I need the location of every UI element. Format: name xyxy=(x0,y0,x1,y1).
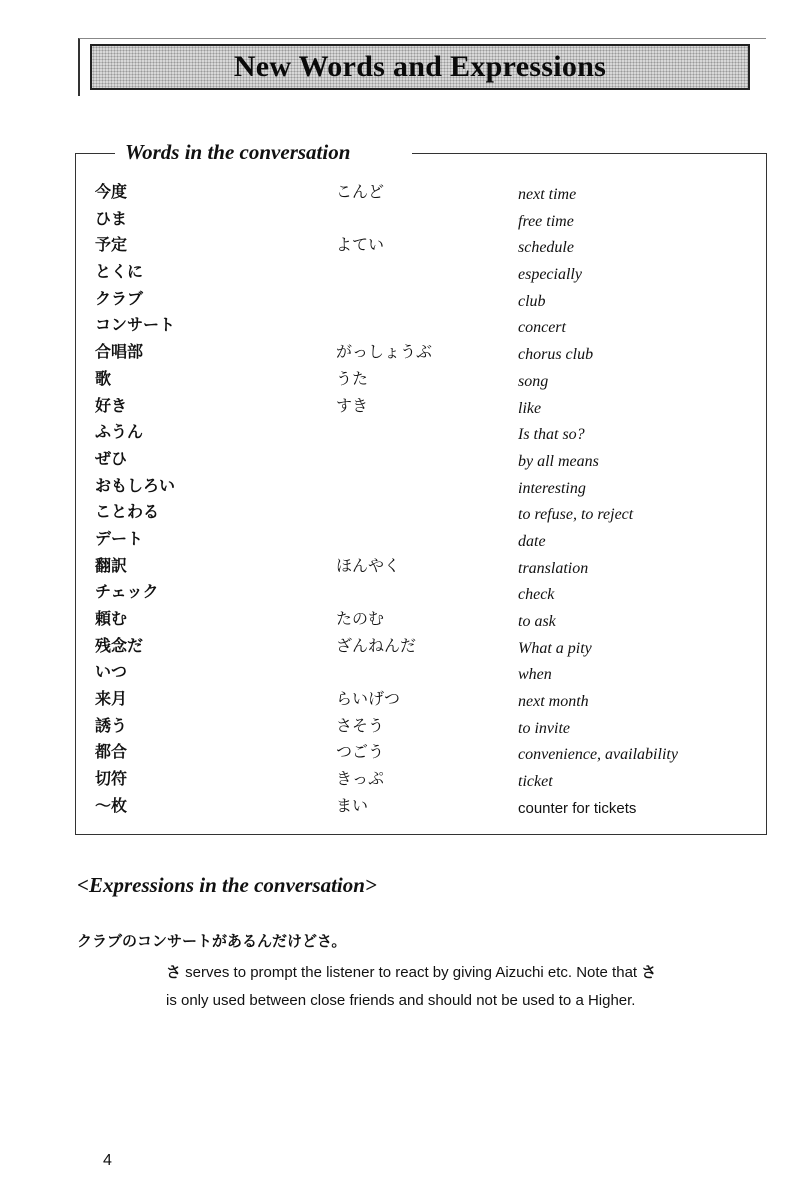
vocab-reading: つごう xyxy=(336,742,385,762)
vocab-word: 予定 xyxy=(95,235,128,255)
note-kana-sa: さ xyxy=(166,963,182,981)
vocab-row xyxy=(0,310,788,337)
vocab-word: ふうん xyxy=(95,422,144,442)
vocab-row xyxy=(0,604,788,631)
expressions-heading: <Expressions in the conversation> xyxy=(77,873,377,897)
vocab-meaning: Is that so? xyxy=(518,426,585,444)
vocab-meaning: to invite xyxy=(518,719,570,737)
vocab-row xyxy=(0,230,788,257)
page-title: New Words and Expressions xyxy=(233,50,607,83)
note-kana-sa: さ xyxy=(641,963,657,981)
vocab-word: ひま xyxy=(95,208,128,228)
vocab-word: 今度 xyxy=(95,182,128,201)
note-text-part-1: serves to prompt the listener to react by giving Aizuchi etc. Note that xyxy=(181,964,642,981)
vocab-word: 残念だ xyxy=(95,635,144,655)
vocab-row xyxy=(0,764,788,791)
vocab-word: コンサート xyxy=(95,315,176,335)
vocab-word: 都合 xyxy=(95,742,128,762)
vocab-reading: きっぷ xyxy=(336,769,385,789)
vocab-meaning: to refuse, to reject xyxy=(518,506,634,524)
vocab-reading: まい xyxy=(336,795,369,815)
vocab-meaning: chorus club xyxy=(518,346,594,364)
vocab-meaning: counter for tickets xyxy=(518,799,637,817)
vocab-meaning: when xyxy=(518,666,552,684)
vocab-reading: うた xyxy=(336,368,369,388)
vocab-row xyxy=(0,737,788,764)
vocab-meaning: to ask xyxy=(518,613,556,630)
vocab-word: とくに xyxy=(95,262,144,282)
vocab-word: ～枚 xyxy=(95,795,128,815)
vocab-reading: さそう xyxy=(336,715,385,735)
vocab-word: 来月 xyxy=(95,689,128,709)
vocab-row xyxy=(0,577,788,604)
vocab-reading: ざんねんだ xyxy=(336,635,417,655)
vocab-meaning: free time xyxy=(518,212,574,230)
vocab-meaning: convenience, availability xyxy=(518,746,678,764)
page-number: 4 xyxy=(103,1152,112,1169)
vocab-row xyxy=(0,684,788,711)
vocab-meaning: interesting xyxy=(518,479,586,497)
vocab-row xyxy=(0,524,788,551)
vocab-row xyxy=(0,257,788,284)
vocab-row xyxy=(0,711,788,738)
vocab-row xyxy=(0,284,788,311)
vocabulary-heading: Words in the conversation xyxy=(121,140,354,165)
vocabulary-box-top-border-right xyxy=(412,153,767,154)
vocab-word: 翻訳 xyxy=(95,555,128,575)
vocab-word: おもしろい xyxy=(95,475,176,495)
vocab-meaning: next time xyxy=(518,186,577,203)
vocab-meaning: concert xyxy=(518,319,566,337)
expression-note xyxy=(166,958,766,1015)
vocab-row xyxy=(0,391,788,418)
vocab-meaning: especially xyxy=(518,266,582,284)
vocab-meaning: date xyxy=(518,532,546,550)
vocab-word: 歌 xyxy=(95,368,112,388)
vocab-row xyxy=(0,444,788,471)
vocab-meaning: ticket xyxy=(518,773,553,791)
vocab-reading: がっしょうぶ xyxy=(336,342,433,362)
vocab-meaning: like xyxy=(518,399,542,417)
vocab-meaning: translation xyxy=(518,559,589,577)
vocab-meaning: schedule xyxy=(518,239,574,257)
vocab-word: 誘う xyxy=(95,715,128,735)
note-text-part-2: is only used between close friends and should not be used to a Higher. xyxy=(166,992,636,1009)
vocab-reading: ほんやく xyxy=(336,555,401,575)
vocab-word: ことわる xyxy=(95,502,160,522)
vocab-meaning: by all means xyxy=(518,452,599,470)
vocab-row xyxy=(0,497,788,524)
vocab-meaning: check xyxy=(518,586,555,604)
vocab-word: 切符 xyxy=(95,769,128,789)
example-sentence: クラブのコンサートがあるんだけどさ。 xyxy=(77,932,347,950)
vocabulary-box-top-border-left xyxy=(75,153,115,154)
vocab-word: 頼む xyxy=(95,609,128,628)
vocab-word: 好き xyxy=(95,395,128,415)
vocab-meaning: song xyxy=(518,372,549,390)
vocab-reading: よてい xyxy=(336,235,385,255)
vocab-word: 合唱部 xyxy=(95,342,144,362)
vocab-row xyxy=(0,551,788,578)
vocab-meaning: next month xyxy=(518,693,589,711)
vocab-word: クラブ xyxy=(95,288,144,308)
vocab-row xyxy=(0,364,788,391)
vocab-word: チェック xyxy=(95,582,159,602)
vocab-meaning: What a pity xyxy=(518,639,592,657)
vocab-row xyxy=(0,791,788,818)
vocab-row xyxy=(0,471,788,498)
vocab-row xyxy=(0,204,788,231)
vocab-reading: こんど xyxy=(336,182,385,201)
title-banner xyxy=(90,44,750,90)
vocab-row xyxy=(0,631,788,658)
vocab-meaning: club xyxy=(518,292,546,310)
vocab-row xyxy=(0,337,788,364)
vocab-reading: たのむ xyxy=(336,609,385,628)
vocab-word: デート xyxy=(95,528,144,548)
vocab-row xyxy=(0,657,788,684)
vocab-reading: らいげつ xyxy=(336,689,401,709)
vocab-word: ぜひ xyxy=(95,448,128,468)
vocab-word: いつ xyxy=(95,662,128,682)
vocab-row xyxy=(0,177,788,204)
vocabulary-list xyxy=(0,177,788,818)
vocab-reading: すき xyxy=(336,395,369,415)
vocab-row xyxy=(0,417,788,444)
